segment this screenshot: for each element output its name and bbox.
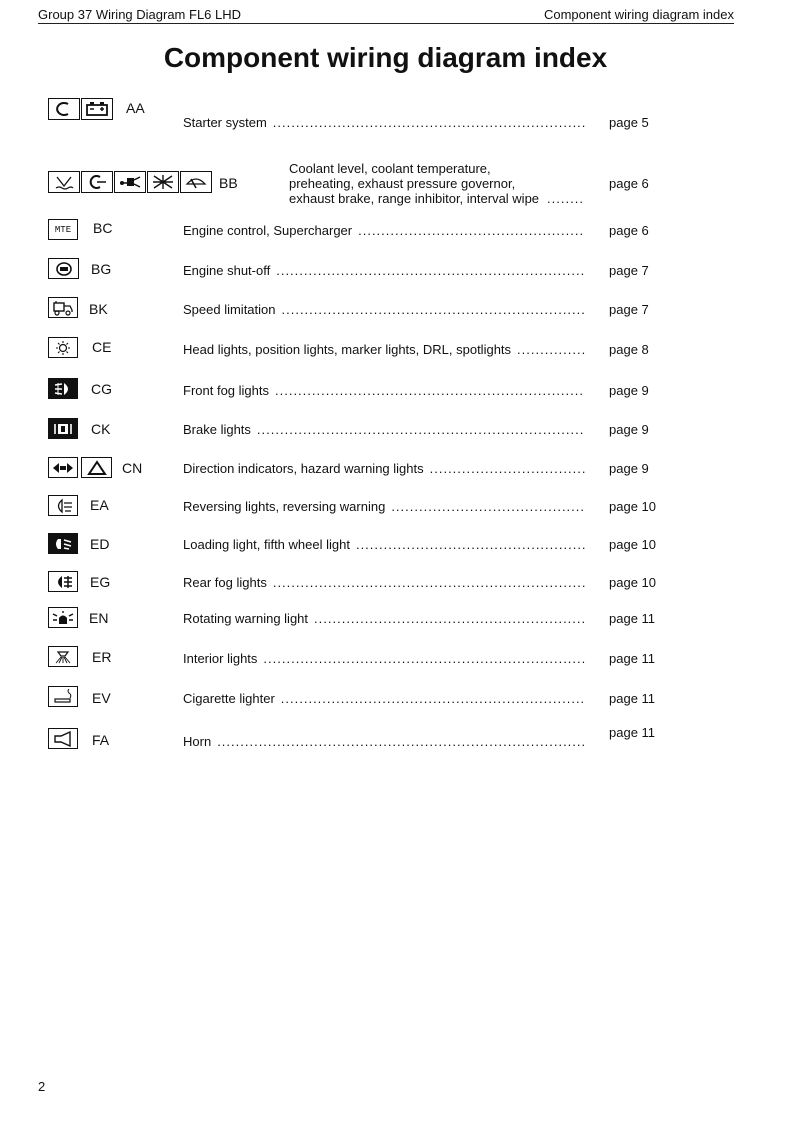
entry-code: ER: [92, 649, 112, 665]
entry-page: page 11: [609, 611, 656, 626]
entry-page: page 10: [609, 537, 656, 552]
dot-leader: [430, 461, 585, 476]
entry-description: Coolant level, coolant temperature, preheating, exhaust pressure governor, exhaust brake, range inhibitor, interval wipe ........: [289, 161, 585, 206]
entry-code: AA: [126, 100, 145, 116]
entry-code: CN: [122, 460, 143, 476]
dot-leader: [281, 691, 585, 706]
page-title: Component wiring diagram index: [163, 42, 608, 73]
entry-description: Reversing lights, reversing warning .....: [183, 499, 585, 514]
dot-leader: [276, 263, 585, 278]
hazard-warning-icon: [81, 457, 112, 478]
battery-icon: [81, 98, 113, 120]
rotating-warning-light-icon: [48, 607, 78, 628]
front-fog-light-icon: [48, 378, 78, 399]
entry-description: Direction indicators, hazard warning lights .....: [183, 461, 585, 476]
entry-page: page 7: [609, 263, 649, 278]
dot-leader: [314, 611, 585, 626]
entry-page: page 11: [609, 651, 656, 666]
entry-page: page 10: [609, 499, 656, 514]
entry-page: page 9: [609, 461, 649, 476]
header-rule: [38, 23, 734, 24]
dot-leader: [273, 575, 585, 590]
dot-leader: [358, 223, 585, 238]
entry-code: EA: [90, 497, 109, 513]
entry-description: Rotating warning light .....: [183, 611, 585, 626]
engine-stop-icon: [48, 258, 79, 279]
entry-page: page 10: [609, 575, 656, 590]
dot-leader: [257, 422, 585, 437]
exhaust-icon: [114, 171, 146, 193]
mte-icon: MTE: [48, 219, 78, 240]
entry-page: page 8: [609, 342, 649, 357]
cigarette-lighter-icon: [48, 686, 78, 707]
dot-leader: [391, 499, 585, 514]
dot-leader: [273, 115, 585, 130]
page-header-left: Group 37 Wiring Diagram FL6 LHD: [38, 7, 242, 22]
entry-page: page 5: [609, 115, 649, 130]
entry-page: page 11: [609, 725, 656, 740]
entry-code: FA: [92, 732, 110, 748]
dot-leader: [282, 302, 586, 317]
direction-indicator-icon: [48, 457, 78, 478]
dot-leader: [547, 191, 585, 206]
entry-description: Loading light, fifth wheel light .....: [183, 537, 585, 552]
entry-page: page 6: [609, 223, 649, 238]
horn-icon: [48, 728, 78, 749]
interior-light-icon: [48, 646, 78, 667]
fan-icon: [147, 171, 179, 193]
entry-description: Engine shut-off .....: [183, 263, 585, 278]
generator-icon: [81, 171, 113, 193]
entry-code: CG: [91, 381, 112, 397]
starter-motor-icon: [48, 98, 80, 120]
dot-leader: [517, 342, 585, 357]
reversing-light-icon: [48, 495, 78, 516]
entry-code: CE: [92, 339, 112, 355]
page-header-right: Component wiring diagram index: [543, 7, 734, 22]
entry-description: Head lights, position lights, marker lights, DRL, spotlights .....: [183, 342, 585, 357]
brake-light-icon: [48, 418, 78, 439]
dot-leader: [217, 734, 585, 749]
dot-leader: [263, 651, 585, 666]
entry-code: EG: [90, 574, 111, 590]
entry-page: page 11: [609, 691, 656, 706]
rear-fog-light-icon: [48, 571, 78, 592]
entry-description: Engine control, Supercharger .....: [183, 223, 585, 238]
dot-leader: [275, 383, 585, 398]
entry-code: BK: [89, 301, 108, 317]
entry-description: Rear fog lights .....: [183, 575, 585, 590]
entry-page: page 9: [609, 422, 649, 437]
entry-code: BB: [219, 175, 238, 191]
entry-description: Interior lights .....: [183, 651, 585, 666]
entry-page: page 6: [609, 176, 649, 191]
entry-description: Cigarette lighter .....: [183, 691, 585, 706]
entry-description: Horn .....: [183, 734, 585, 749]
coolant-level-icon: [48, 171, 80, 193]
entry-code: BC: [93, 220, 113, 236]
entry-code: EN: [89, 610, 109, 626]
entry-code: CK: [91, 421, 111, 437]
entry-code: BG: [91, 261, 112, 277]
entry-description: Brake lights .....: [183, 422, 585, 437]
entry-code: EV: [92, 690, 111, 706]
entry-page: page 7: [609, 302, 649, 317]
page-number: 2: [38, 1079, 46, 1094]
entry-description: Speed limitation .....: [183, 302, 585, 317]
wiper-icon: [180, 171, 212, 193]
speed-limit-icon: [48, 297, 78, 318]
entry-code: ED: [90, 536, 110, 552]
dot-leader: [356, 537, 585, 552]
entry-page: page 9: [609, 383, 649, 398]
entry-description: Front fog lights .....: [183, 383, 585, 398]
head-light-icon: [48, 337, 78, 358]
loading-light-icon: [48, 533, 78, 554]
entry-description: Starter system .....: [183, 115, 585, 130]
